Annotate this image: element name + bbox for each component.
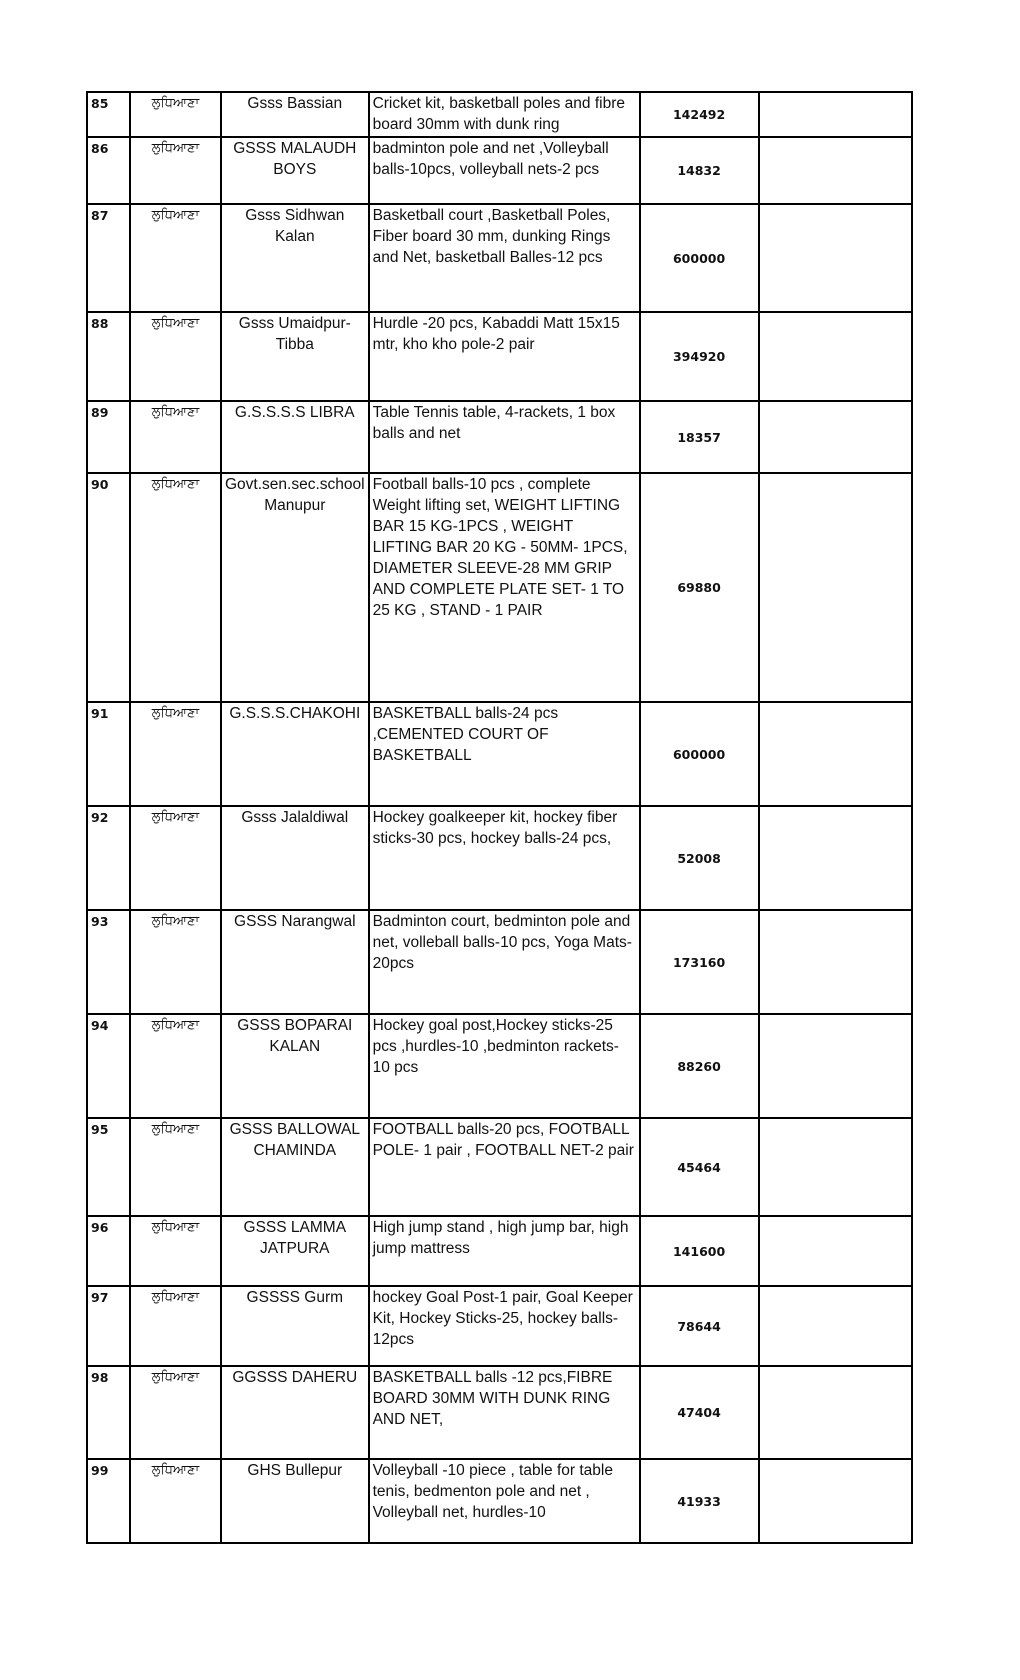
remarks-cell (759, 1118, 912, 1216)
school-name: GSSS BALLOWAL CHAMINDA (221, 1118, 369, 1216)
district-name: ਲੁਧਿਆਣਾ (130, 1459, 221, 1543)
amount-value: 78644 (640, 1286, 759, 1366)
equipment-items: High jump stand , high jump bar, high jump mattress (369, 1216, 640, 1286)
remarks-cell (759, 1014, 912, 1118)
district-name: ਲੁਧਿਆਣਾ (130, 401, 221, 473)
district-name: ਲੁਧਿਆਣਾ (130, 1216, 221, 1286)
school-name: Gsss Jalaldiwal (221, 806, 369, 910)
school-name: GSSS BOPARAI KALAN (221, 1014, 369, 1118)
serial-number: 85 (87, 92, 130, 137)
school-name: Gsss Bassian (221, 92, 369, 137)
equipment-items: Hockey goalkeeper kit, hockey fiber sticks-30 pcs, hockey balls-24 pcs, (369, 806, 640, 910)
district-name: ਲੁਧਿਆਣਾ (130, 137, 221, 204)
amount-value: 14832 (640, 137, 759, 204)
school-name: GSSS Narangwal (221, 910, 369, 1014)
table-row (87, 910, 912, 1014)
serial-number: 89 (87, 401, 130, 473)
equipment-items: Hurdle -20 pcs, Kabaddi Matt 15x15 mtr, kho kho pole-2 pair (369, 312, 640, 401)
remarks-cell (759, 702, 912, 806)
table-row (87, 702, 912, 806)
school-name: GSSS MALAUDH BOYS (221, 137, 369, 204)
district-name: ਲੁਧਿਆਣਾ (130, 702, 221, 806)
remarks-cell (759, 1286, 912, 1366)
school-name: Gsss Umaidpur-Tibba (221, 312, 369, 401)
amount-value: 600000 (640, 204, 759, 312)
table-row (87, 1366, 912, 1459)
serial-number: 91 (87, 702, 130, 806)
equipment-items: Badminton court, bedminton pole and net, volleball balls-10 pcs, Yoga Mats-20pcs (369, 910, 640, 1014)
serial-number: 86 (87, 137, 130, 204)
table-row (87, 92, 912, 137)
serial-number: 96 (87, 1216, 130, 1286)
table-row (87, 312, 912, 401)
equipment-items: Football balls-10 pcs , complete Weight lifting set, WEIGHT LIFTING BAR 15 KG-1PCS , WEIGHT LIFTING BAR 20 KG - 50MM- 1PCS, DIAMETER SLEEVE-28 MM GRIP AND COMPLETE PLATE SET- 1 TO 25 KG , STAND - 1 PAIR (369, 473, 640, 702)
amount-value: 47404 (640, 1366, 759, 1459)
district-name: ਲੁਧਿਆਣਾ (130, 1366, 221, 1459)
district-name: ਲੁਧਿਆਣਾ (130, 92, 221, 137)
amount-value: 69880 (640, 473, 759, 702)
serial-number: 94 (87, 1014, 130, 1118)
amount-value: 41933 (640, 1459, 759, 1543)
equipment-items: Volleyball -10 piece , table for table tenis, bedmenton pole and net , Volleyball net, hurdles-10 (369, 1459, 640, 1543)
table-row (87, 806, 912, 910)
equipment-items: Basketball court ,Basketball Poles, Fiber board 30 mm, dunking Rings and Net, basketball Balles-12 pcs (369, 204, 640, 312)
serial-number: 88 (87, 312, 130, 401)
amount-value: 173160 (640, 910, 759, 1014)
table-row (87, 1216, 912, 1286)
amount-value: 52008 (640, 806, 759, 910)
remarks-cell (759, 137, 912, 204)
table-row (87, 1459, 912, 1543)
school-name: G.S.S.S.CHAKOHI (221, 702, 369, 806)
table-row (87, 1118, 912, 1216)
school-name: GSSSS Gurm (221, 1286, 369, 1366)
serial-number: 95 (87, 1118, 130, 1216)
school-name: GGSSS DAHERU (221, 1366, 369, 1459)
remarks-cell (759, 204, 912, 312)
district-name: ਲੁਧਿਆਣਾ (130, 910, 221, 1014)
table-row (87, 137, 912, 204)
remarks-cell (759, 1216, 912, 1286)
table-row (87, 1286, 912, 1366)
serial-number: 90 (87, 473, 130, 702)
table-row (87, 401, 912, 473)
amount-value: 141600 (640, 1216, 759, 1286)
school-name: GHS Bullepur (221, 1459, 369, 1543)
serial-number: 99 (87, 1459, 130, 1543)
district-name: ਲੁਧਿਆਣਾ (130, 1014, 221, 1118)
district-name: ਲੁਧਿਆਣਾ (130, 204, 221, 312)
equipment-items: Table Tennis table, 4-rackets, 1 box balls and net (369, 401, 640, 473)
remarks-cell (759, 910, 912, 1014)
table-body (87, 92, 912, 1543)
serial-number: 98 (87, 1366, 130, 1459)
serial-number: 93 (87, 910, 130, 1014)
table-row (87, 473, 912, 702)
sports-equipment-table (86, 91, 913, 1544)
equipment-items: BASKETBALL balls-24 pcs ,CEMENTED COURT OF BASKETBALL (369, 702, 640, 806)
amount-value: 600000 (640, 702, 759, 806)
school-name: G.S.S.S.S LIBRA (221, 401, 369, 473)
amount-value: 142492 (640, 92, 759, 137)
district-name: ਲੁਧਿਆਣਾ (130, 1286, 221, 1366)
remarks-cell (759, 92, 912, 137)
school-name: Gsss Sidhwan Kalan (221, 204, 369, 312)
amount-value: 45464 (640, 1118, 759, 1216)
school-name: GSSS LAMMA JATPURA (221, 1216, 369, 1286)
remarks-cell (759, 1459, 912, 1543)
equipment-items: BASKETBALL balls -12 pcs,FIBRE BOARD 30MM WITH DUNK RING AND NET, (369, 1366, 640, 1459)
remarks-cell (759, 473, 912, 702)
amount-value: 18357 (640, 401, 759, 473)
serial-number: 92 (87, 806, 130, 910)
remarks-cell (759, 401, 912, 473)
district-name: ਲੁਧਿਆਣਾ (130, 1118, 221, 1216)
equipment-items: hockey Goal Post-1 pair, Goal Keeper Kit, Hockey Sticks-25, hockey balls-12pcs (369, 1286, 640, 1366)
equipment-items: badminton pole and net ,Volleyball balls-10pcs, volleyball nets-2 pcs (369, 137, 640, 204)
serial-number: 87 (87, 204, 130, 312)
remarks-cell (759, 1366, 912, 1459)
equipment-items: Hockey goal post,Hockey sticks-25 pcs ,hurdles-10 ,bedminton rackets-10 pcs (369, 1014, 640, 1118)
equipment-items: Cricket kit, basketball poles and fibre board 30mm with dunk ring (369, 92, 640, 137)
serial-number: 97 (87, 1286, 130, 1366)
equipment-items: FOOTBALL balls-20 pcs, FOOTBALL POLE- 1 pair , FOOTBALL NET-2 pair (369, 1118, 640, 1216)
table-row (87, 204, 912, 312)
table-row (87, 1014, 912, 1118)
district-name: ਲੁਧਿਆਣਾ (130, 806, 221, 910)
amount-value: 88260 (640, 1014, 759, 1118)
district-name: ਲੁਧਿਆਣਾ (130, 312, 221, 401)
remarks-cell (759, 806, 912, 910)
amount-value: 394920 (640, 312, 759, 401)
school-name: Govt.sen.sec.school Manupur (221, 473, 369, 702)
remarks-cell (759, 312, 912, 401)
district-name: ਲੁਧਿਆਣਾ (130, 473, 221, 702)
